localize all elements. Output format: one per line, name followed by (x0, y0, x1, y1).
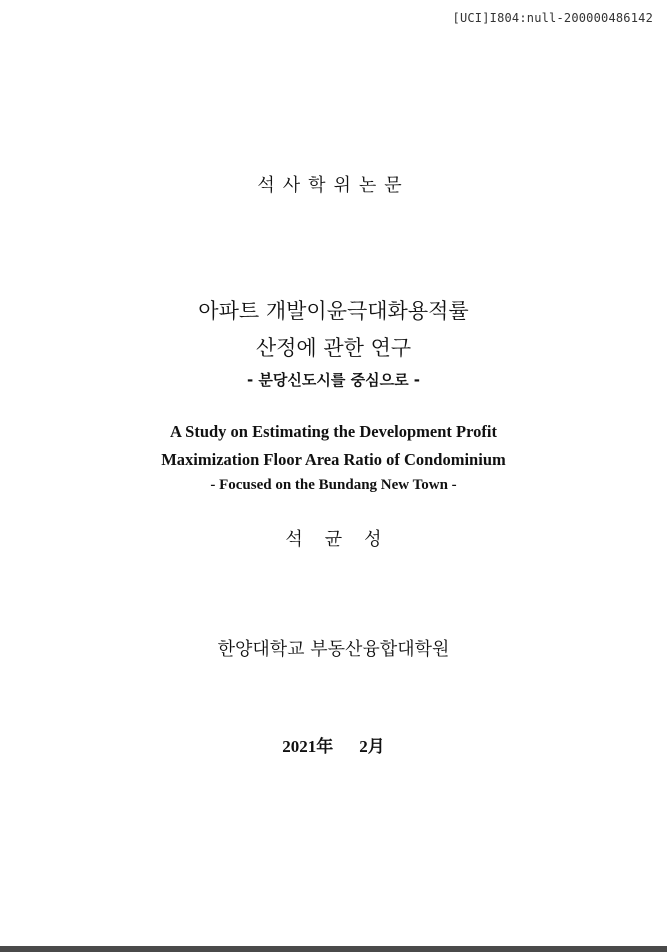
korean-subtitle: - 분당신도시를 중심으로 - (246, 371, 421, 389)
uci-identifier: [UCI]I804:null-200000486142 (452, 11, 653, 25)
author-name: 석균성 (285, 529, 404, 550)
english-title-line-2: Maximization Floor Area Ratio of Condominium (161, 450, 506, 469)
degree-type: 석사학위논문 (257, 175, 410, 196)
graduate-school: 한양대학교 부동산융합대학원 (217, 639, 450, 660)
english-title-line-1: A Study on Estimating the Development Profit (170, 422, 497, 441)
korean-title-line-2: 산정에 관한 연구 (255, 336, 412, 360)
english-subtitle: - Focused on the Bundang New Town - (210, 477, 457, 493)
submission-date (0, 732, 667, 757)
korean-title-line-1: 아파트 개발이윤극대화용적률 (198, 299, 469, 323)
bottom-border-bar (0, 946, 667, 952)
date-year: 2021年 (282, 737, 334, 756)
date-month: 2月 (359, 737, 385, 756)
